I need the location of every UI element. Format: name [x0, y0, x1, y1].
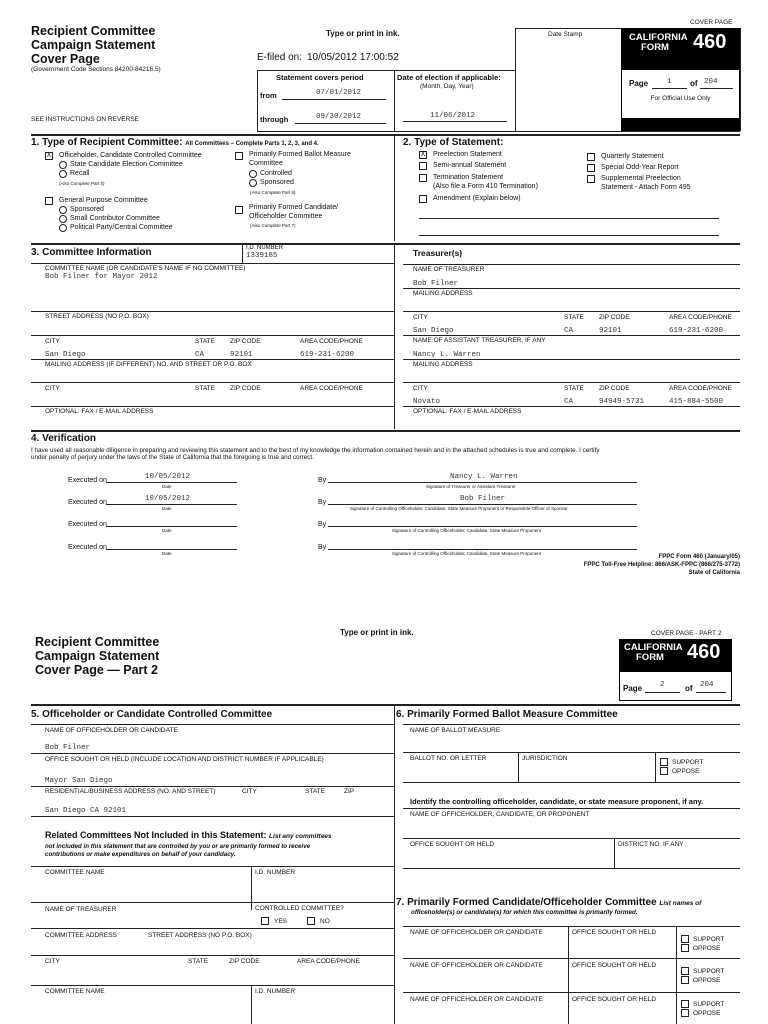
page2-number: 2	[660, 681, 665, 689]
section-5-heading: 5. Officeholder or Candidate Controlled Committee	[31, 709, 273, 720]
committee-name: Bob Filner for Mayor 2012	[45, 273, 158, 281]
treasurer-phone: 619-231-6200	[669, 327, 724, 335]
period-title: Statement covers period	[276, 73, 364, 82]
cand2-oppose-checkbox[interactable]	[681, 976, 689, 984]
section-7-heading: 7. Primarily Formed Candidate/Officeholder Committee List names of	[396, 897, 702, 908]
recall-radio[interactable]	[59, 170, 67, 178]
page2-total: 204	[700, 681, 714, 689]
special-odd-year-checkbox[interactable]	[587, 164, 595, 172]
small-contributor-radio[interactable]	[59, 215, 67, 223]
quarterly-checkbox[interactable]	[587, 153, 595, 161]
controlled-yes-checkbox[interactable]	[261, 917, 269, 925]
see-instructions: SEE INSTRUCTIONS ON REVERSE	[31, 116, 139, 123]
signature-2: Bob Filner	[460, 495, 506, 503]
fppc-footer: FPPC Form 460 (January/05) FPPC Toll-Free Helpline: 866/ASK-FPPC (866/275-3772) State of California	[583, 554, 740, 576]
section-1-heading: 1. Type of Recipient Committee: All Committees – Complete Parts 1, 2, 3, and 4.	[31, 137, 319, 148]
official-use: For Official Use Only	[650, 95, 711, 102]
verification-text: I have used all reasonable diligence in preparing and reviewing this statement and to the best of my knowledge the information contained herein and in the attached schedules is true and complete. I certify under penalty of perjury under the laws of the State of California that the foregoing is true and correct.	[31, 447, 600, 461]
part2-title: Recipient Committee Campaign Statement Cover Page — Part 2	[35, 635, 160, 677]
party-radio[interactable]	[59, 224, 67, 232]
amendment-checkbox[interactable]	[419, 195, 427, 203]
cand3-support-checkbox[interactable]	[681, 1000, 689, 1008]
candidate-committee-checkbox[interactable]	[235, 206, 243, 214]
cand1-oppose-checkbox[interactable]	[681, 944, 689, 952]
office-sought: Mayor San Diego	[45, 777, 113, 785]
officeholder-name: Bob Filner	[45, 744, 91, 752]
controlled-radio[interactable]	[249, 170, 257, 178]
sponsored-radio[interactable]	[59, 206, 67, 214]
treasurer-name: Bob Filner	[413, 280, 459, 288]
related-committees-heading: Related Committees Not Included in this Statement: List any committees	[45, 830, 332, 840]
page-number: 1	[667, 78, 672, 86]
election-date: 11/06/2012	[430, 112, 476, 120]
signature-1: Nancy L. Warren	[450, 473, 518, 481]
section-2-heading: 2. Type of Statement:	[403, 137, 504, 148]
controlled-no-checkbox[interactable]	[307, 917, 315, 925]
cover-page-part2-label: COVER PAGE - PART 2	[651, 630, 722, 637]
officeholder-checkbox[interactable]: X	[46, 152, 52, 159]
form-460-box-part2: CALIFORNIA FORM 460 Page 2 of 204	[619, 639, 732, 701]
semiannual-checkbox[interactable]	[419, 162, 427, 170]
treasurer-heading: Treasurer(s)	[413, 248, 463, 258]
cand3-oppose-checkbox[interactable]	[681, 1009, 689, 1017]
cand2-support-checkbox[interactable]	[681, 967, 689, 975]
cover-page-label: COVER PAGE	[690, 19, 733, 26]
ballot-measure-checkbox[interactable]	[235, 152, 243, 160]
form-number: 460	[693, 31, 727, 53]
assistant-treasurer-phone: 415-884-5500	[669, 398, 724, 406]
committee-id: 1339185	[246, 252, 278, 260]
termination-checkbox[interactable]	[419, 174, 427, 182]
executed-date-2: 10/05/2012	[145, 495, 191, 503]
gov-code: (Government Code Sections 84200-84216.5)	[31, 66, 161, 73]
cand1-support-checkbox[interactable]	[681, 935, 689, 943]
page-total: 204	[704, 78, 718, 86]
general-purpose-checkbox[interactable]	[45, 197, 53, 205]
section-3-heading: 3. Committee Information	[31, 247, 152, 258]
period-through: 09/30/2012	[316, 113, 362, 121]
ballot-support-checkbox[interactable]	[660, 758, 668, 766]
identify-proponent-heading: Identify the controlling officeholder, candidate, or state measure proponent, if any.	[410, 797, 704, 806]
section-4-heading: 4. Verification	[31, 433, 97, 444]
executed-date-1: 10/05/2012	[145, 473, 191, 481]
section-6-heading: 6. Primarily Formed Ballot Measure Committee	[396, 709, 618, 720]
type-print-note: Type or print in ink.	[326, 29, 400, 38]
sponsored-ballot-radio[interactable]	[249, 179, 257, 187]
preelection-checkbox[interactable]: X	[420, 151, 426, 158]
form-title: Recipient Committee Campaign Statement Cover Page	[31, 24, 156, 66]
efiled-label: E-filed on:	[257, 52, 303, 63]
efiled-value: 10/05/2012 17:00:52	[307, 52, 399, 63]
assistant-treasurer-name: Nancy L. Warren	[413, 351, 481, 359]
election-title: Date of election if applicable:	[397, 73, 501, 82]
state-candidate-radio[interactable]	[59, 161, 67, 169]
ballot-oppose-checkbox[interactable]	[660, 767, 668, 775]
form-460-box: CALIFORNIA FORM 460 Page 1 of 204 For Official Use Only	[621, 28, 740, 131]
supplemental-checkbox[interactable]	[587, 175, 595, 183]
residential-address: San Diego CA 92101	[45, 807, 127, 815]
committee-city: San Diego	[45, 351, 86, 359]
period-from: 07/01/2012	[316, 89, 362, 97]
committee-phone: 619-231-6200	[300, 351, 355, 359]
date-stamp-label: Date Stamp	[548, 31, 583, 38]
